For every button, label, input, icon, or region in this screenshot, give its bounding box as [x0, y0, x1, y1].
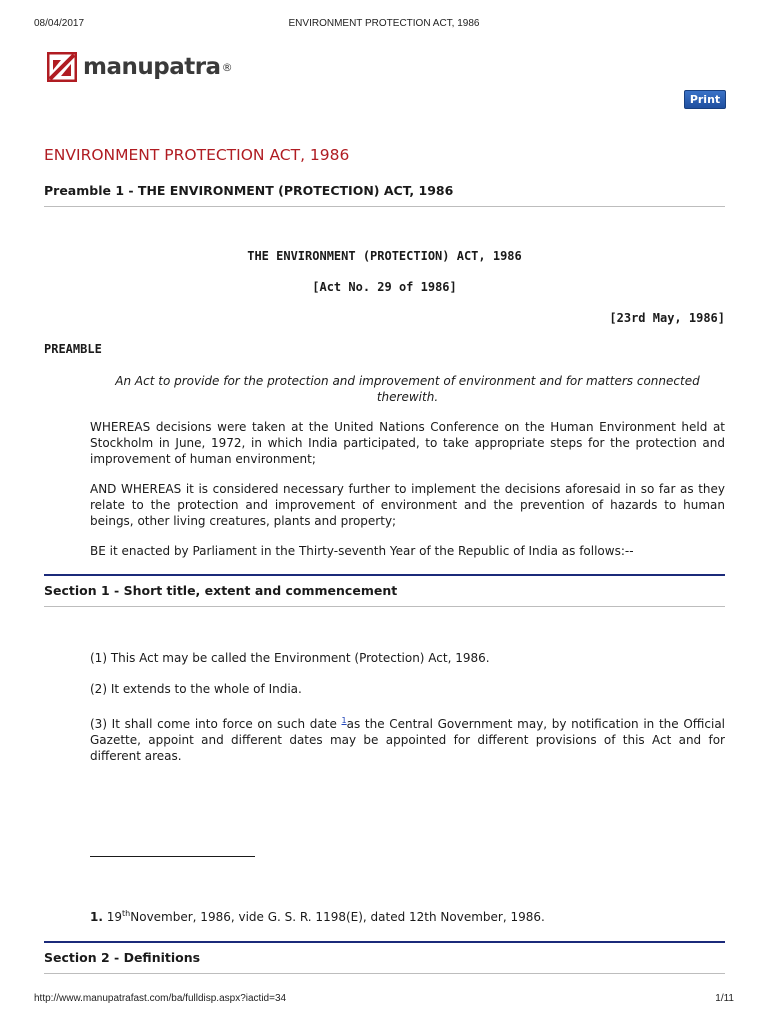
footnote-separator: [90, 856, 255, 857]
preamble-label: PREAMBLE: [44, 342, 102, 356]
act-number: [Act No. 29 of 1986]: [312, 280, 457, 294]
footnote-text: November, 1986, vide G. S. R. 1198(E), dated 12th November, 1986.: [130, 910, 545, 924]
whereas-paragraph-1: WHEREAS decisions were taken at the United Nations Conference on the Human Environment held at Stockholm in June, 1972, in which India participated, to take appropriate steps for the protection and improvement of human environment;: [90, 420, 725, 466]
section-1-heading: Section 1 - Short title, extent and commencement: [44, 583, 398, 598]
footer-page-number: 1/11: [715, 993, 734, 1004]
print-button[interactable]: Print: [684, 90, 726, 109]
footnote-reference-link[interactable]: 1: [341, 716, 347, 725]
enacting-clause: BE it enacted by Parliament in the Thirty-seventh Year of the Republic of India as follows:--: [90, 544, 634, 558]
section-1-clause-3: [90, 713, 725, 764]
clause-3-text-start: (3) It shall come into force on such date: [90, 717, 342, 731]
footnote-1: [90, 909, 545, 924]
whereas-paragraph-2: AND WHEREAS it is considered necessary further to implement the decisions aforesaid in so far as they relate to the protection and improvement of environment and the prevention of hazards to human beings, other living creatures, plants and property;: [90, 482, 725, 528]
document-title: ENVIRONMENT PROTECTION ACT, 1986: [44, 146, 350, 164]
section-1-clause-1: (1) This Act may be called the Environment (Protection) Act, 1986.: [90, 651, 490, 665]
preamble-heading: Preamble 1 - THE ENVIRONMENT (PROTECTION) ACT, 1986: [44, 183, 454, 198]
section-2-heading: Section 2 - Definitions: [44, 950, 201, 965]
divider: [44, 206, 725, 207]
section-divider: [44, 574, 725, 576]
clause-3-text-end: as the Central Government may, by notification in the Official Gazette, appoint and different dates may be appointed for different provisions of this Act and for different areas.: [90, 717, 726, 763]
manupatra-logo-icon: [47, 52, 77, 82]
section-1-clause-2: (2) It extends to the whole of India.: [90, 682, 302, 696]
section-divider: [44, 941, 725, 943]
header-title: ENVIRONMENT PROTECTION ACT, 1986: [288, 18, 480, 29]
footnote-ordinal: th: [122, 909, 131, 918]
manupatra-logo: [47, 52, 233, 82]
logo-registered-mark: ®: [221, 60, 233, 74]
logo-text: manupatra: [83, 54, 221, 80]
header-date: 08/04/2017: [34, 18, 85, 29]
act-date: [23rd May, 1986]: [609, 311, 725, 325]
divider: [44, 606, 725, 607]
long-title: An Act to provide for the protection and improvement of environment and for matters connected therewith.: [115, 374, 700, 404]
divider: [44, 973, 725, 974]
footnote-number: 1.: [90, 910, 103, 924]
act-name: THE ENVIRONMENT (PROTECTION) ACT, 1986: [247, 249, 522, 263]
footnote-day: 19: [106, 910, 123, 924]
footer-url: http://www.manupatrafast.com/ba/fulldisp.aspx?iactid=34: [34, 993, 287, 1004]
